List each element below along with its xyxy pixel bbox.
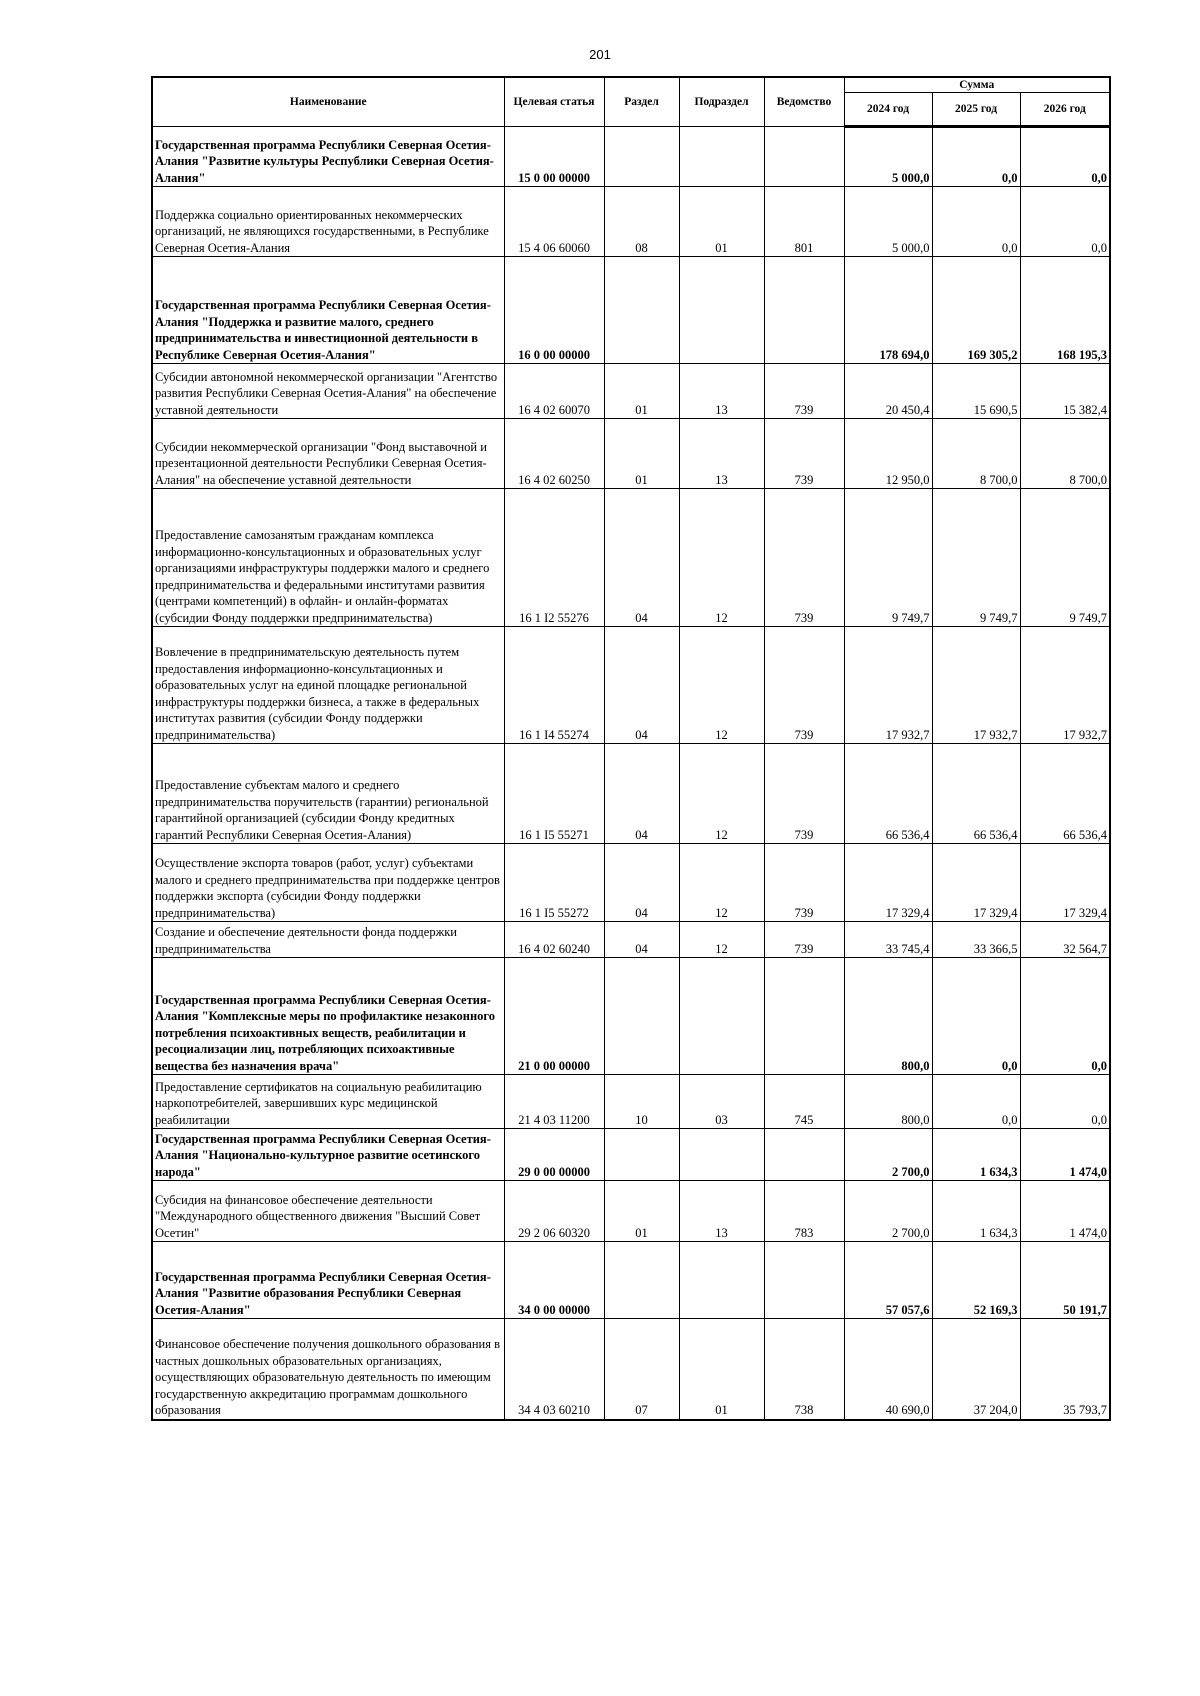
cell-target: 16 1 I5 55272 — [504, 844, 604, 922]
cell-name: Государственная программа Республики Северная Осетия-Алания "Развитие образования Республики Северная Осетия-Алания" — [152, 1242, 504, 1319]
cell-2024: 33 745,4 — [844, 922, 932, 958]
cell-2025: 8 700,0 — [932, 419, 1020, 489]
cell-department: 739 — [764, 364, 844, 419]
cell-target: 16 1 I2 55276 — [504, 489, 604, 627]
cell-department: 739 — [764, 844, 844, 922]
cell-2024: 800,0 — [844, 1075, 932, 1129]
cell-2026: 32 564,7 — [1020, 922, 1110, 958]
cell-section: 04 — [604, 922, 679, 958]
table-row — [152, 627, 1110, 744]
cell-2026: 15 382,4 — [1020, 364, 1110, 419]
header-target: Целевая статья — [504, 77, 604, 127]
cell-name: Государственная программа Республики Северная Осетия-Алания "Развитие культуры Республики Северная Осетия-Алания" — [152, 127, 504, 187]
cell-2024: 20 450,4 — [844, 364, 932, 419]
cell-name: Создание и обеспечение деятельности фонда поддержки предпринимательства — [152, 922, 504, 958]
cell-subsection: 03 — [679, 1075, 764, 1129]
cell-2025: 17 932,7 — [932, 627, 1020, 744]
cell-2026: 8 700,0 — [1020, 419, 1110, 489]
cell-department: 739 — [764, 419, 844, 489]
cell-2025: 66 536,4 — [932, 744, 1020, 844]
cell-name: Финансовое обеспечение получения дошкольного образования в частных дошкольных образовательных организациях, осуществляющих образовательную деятельность по имеющим государственную аккредитацию программам дошкольного образования — [152, 1319, 504, 1420]
cell-2026: 0,0 — [1020, 1075, 1110, 1129]
cell-section: 10 — [604, 1075, 679, 1129]
header-sum: Сумма — [844, 77, 1110, 93]
cell-2026: 35 793,7 — [1020, 1319, 1110, 1420]
cell-2026: 17 329,4 — [1020, 844, 1110, 922]
cell-2026: 0,0 — [1020, 187, 1110, 257]
cell-2025: 15 690,5 — [932, 364, 1020, 419]
table-row — [152, 1075, 1110, 1129]
cell-department: 783 — [764, 1181, 844, 1242]
cell-name: Поддержка социально ориентированных некоммерческих организаций, не являющихся государственными, в Республике Северная Осетия-Алания — [152, 187, 504, 257]
header-year-2024: 2024 год — [844, 93, 932, 127]
cell-name: Вовлечение в предпринимательскую деятельность путем предоставления информационно-консультационных и образовательных услуг на единой площадке региональной инфраструктуры поддержки бизнеса, а также в федеральных институтах развития (субсидии Фонду поддержки предпринимательства) — [152, 627, 504, 744]
cell-subsection: 12 — [679, 627, 764, 744]
table-row — [152, 364, 1110, 419]
cell-name: Субсидия на финансовое обеспечение деятельности "Международного общественного движения "Высший Совет Осетин" — [152, 1181, 504, 1242]
cell-name: Государственная программа Республики Северная Осетия-Алания "Комплексные меры по профилактике незаконного потребления психоактивных веществ, реабилитации и ресоциализации лиц, потребляющих психоактивные вещества без назначения врача" — [152, 958, 504, 1075]
cell-department — [764, 1242, 844, 1319]
cell-section: 04 — [604, 844, 679, 922]
cell-subsection — [679, 1242, 764, 1319]
cell-target: 21 4 03 11200 — [504, 1075, 604, 1129]
cell-target: 29 2 06 60320 — [504, 1181, 604, 1242]
cell-name: Предоставление субъектам малого и среднего предпринимательства поручительств (гарантии) региональной гарантийной организацией (субсидии Фонду кредитных гарантий Республики Северная Осетия-Алания) — [152, 744, 504, 844]
cell-2026: 0,0 — [1020, 958, 1110, 1075]
cell-subsection: 12 — [679, 922, 764, 958]
program-row — [152, 127, 1110, 187]
cell-2026: 66 536,4 — [1020, 744, 1110, 844]
cell-2024: 5 000,0 — [844, 187, 932, 257]
cell-2024: 2 700,0 — [844, 1129, 932, 1181]
cell-subsection: 12 — [679, 744, 764, 844]
cell-2025: 0,0 — [932, 187, 1020, 257]
cell-section: 08 — [604, 187, 679, 257]
cell-name: Предоставление сертификатов на социальную реабилитацию наркопотребителей, завершивших курс медицинской реабилитации — [152, 1075, 504, 1129]
cell-2025: 1 634,3 — [932, 1129, 1020, 1181]
cell-target: 16 0 00 00000 — [504, 257, 604, 364]
cell-section: 07 — [604, 1319, 679, 1420]
cell-department: 738 — [764, 1319, 844, 1420]
cell-2024: 57 057,6 — [844, 1242, 932, 1319]
cell-subsection: 13 — [679, 419, 764, 489]
cell-target: 29 0 00 00000 — [504, 1129, 604, 1181]
cell-2024: 178 694,0 — [844, 257, 932, 364]
header-section: Раздел — [604, 77, 679, 127]
cell-target: 34 0 00 00000 — [504, 1242, 604, 1319]
cell-department: 739 — [764, 627, 844, 744]
cell-name: Субсидии некоммерческой организации "Фонд выставочной и презентационной деятельности Республики Северная Осетия-Алания" на обеспечение уставной деятельности — [152, 419, 504, 489]
cell-department: 739 — [764, 489, 844, 627]
table-row — [152, 744, 1110, 844]
table-row — [152, 419, 1110, 489]
cell-name: Государственная программа Республики Северная Осетия-Алания "Поддержка и развитие малого, среднего предпринимательства и инвестиционной деятельности в Республике Северная Осетия-Алания" — [152, 257, 504, 364]
cell-department: 739 — [764, 922, 844, 958]
cell-2025: 33 366,5 — [932, 922, 1020, 958]
cell-2024: 5 000,0 — [844, 127, 932, 187]
cell-2025: 52 169,3 — [932, 1242, 1020, 1319]
header-year-2026: 2026 год — [1020, 93, 1110, 127]
cell-2025: 37 204,0 — [932, 1319, 1020, 1420]
cell-2024: 66 536,4 — [844, 744, 932, 844]
cell-2025: 9 749,7 — [932, 489, 1020, 627]
cell-2024: 12 950,0 — [844, 419, 932, 489]
cell-2026: 50 191,7 — [1020, 1242, 1110, 1319]
cell-target: 21 0 00 00000 — [504, 958, 604, 1075]
cell-2025: 1 634,3 — [932, 1181, 1020, 1242]
cell-section: 01 — [604, 1181, 679, 1242]
cell-2025: 0,0 — [932, 1075, 1020, 1129]
cell-target: 16 1 I4 55274 — [504, 627, 604, 744]
cell-section — [604, 1242, 679, 1319]
header-subsection: Подраздел — [679, 77, 764, 127]
cell-section: 01 — [604, 364, 679, 419]
cell-subsection — [679, 257, 764, 364]
cell-target: 16 4 02 60070 — [504, 364, 604, 419]
cell-subsection: 12 — [679, 489, 764, 627]
cell-subsection — [679, 127, 764, 187]
cell-2024: 800,0 — [844, 958, 932, 1075]
table-row — [152, 187, 1110, 257]
program-row — [152, 257, 1110, 364]
cell-2025: 0,0 — [932, 127, 1020, 187]
cell-department — [764, 127, 844, 187]
cell-2025: 17 329,4 — [932, 844, 1020, 922]
cell-section — [604, 257, 679, 364]
cell-2025: 169 305,2 — [932, 257, 1020, 364]
cell-name: Государственная программа Республики Северная Осетия-Алания "Национально-культурное развитие осетинского народа" — [152, 1129, 504, 1181]
cell-department — [764, 257, 844, 364]
table-row — [152, 1319, 1110, 1420]
cell-subsection — [679, 1129, 764, 1181]
program-row — [152, 958, 1110, 1075]
cell-section: 04 — [604, 627, 679, 744]
cell-target: 16 1 I5 55271 — [504, 744, 604, 844]
cell-department — [764, 958, 844, 1075]
table-row — [152, 844, 1110, 922]
cell-section — [604, 1129, 679, 1181]
cell-subsection: 12 — [679, 844, 764, 922]
cell-target: 16 4 02 60240 — [504, 922, 604, 958]
cell-section: 04 — [604, 744, 679, 844]
cell-2026: 9 749,7 — [1020, 489, 1110, 627]
budget-table — [151, 76, 1111, 1421]
cell-target: 15 0 00 00000 — [504, 127, 604, 187]
program-row — [152, 1242, 1110, 1319]
cell-2024: 2 700,0 — [844, 1181, 932, 1242]
header-year-2025: 2025 год — [932, 93, 1020, 127]
cell-department — [764, 1129, 844, 1181]
cell-section — [604, 958, 679, 1075]
header-name: Наименование — [152, 77, 504, 127]
cell-2024: 17 329,4 — [844, 844, 932, 922]
cell-name: Осуществление экспорта товаров (работ, услуг) субъектами малого и среднего предпринимательства при поддержке центров поддержки экспорта (субсидии Фонду поддержки предпринимательства) — [152, 844, 504, 922]
table-row — [152, 922, 1110, 958]
cell-2026: 17 932,7 — [1020, 627, 1110, 744]
cell-section — [604, 127, 679, 187]
cell-subsection: 13 — [679, 1181, 764, 1242]
table-row — [152, 489, 1110, 627]
cell-subsection: 01 — [679, 1319, 764, 1420]
cell-name: Субсидии автономной некоммерческой организации "Агентство развития Республики Северная Осетия-Алания" на обеспечение уставной деятельности — [152, 364, 504, 419]
cell-2026: 1 474,0 — [1020, 1181, 1110, 1242]
cell-2025: 0,0 — [932, 958, 1020, 1075]
table-body — [152, 127, 1110, 1420]
cell-department: 745 — [764, 1075, 844, 1129]
cell-target: 34 4 03 60210 — [504, 1319, 604, 1420]
cell-section: 01 — [604, 419, 679, 489]
program-row — [152, 1129, 1110, 1181]
cell-department: 801 — [764, 187, 844, 257]
cell-2024: 17 932,7 — [844, 627, 932, 744]
cell-name: Предоставление самозанятым гражданам комплекса информационно-консультационных и образовательных услуг организациями инфраструктуры поддержки малого и среднего предпринимательства и федеральными институтами развития (центрами компетенций) в офлайн- и онлайн-форматах (субсидии Фонду поддержки предпринимательства) — [152, 489, 504, 627]
table-row — [152, 1181, 1110, 1242]
cell-department: 739 — [764, 744, 844, 844]
cell-section: 04 — [604, 489, 679, 627]
cell-2026: 1 474,0 — [1020, 1129, 1110, 1181]
cell-subsection: 13 — [679, 364, 764, 419]
cell-2026: 0,0 — [1020, 127, 1110, 187]
cell-target: 16 4 02 60250 — [504, 419, 604, 489]
cell-2026: 168 195,3 — [1020, 257, 1110, 364]
cell-target: 15 4 06 60060 — [504, 187, 604, 257]
page-number: 201 — [589, 47, 611, 62]
cell-2024: 9 749,7 — [844, 489, 932, 627]
cell-subsection — [679, 958, 764, 1075]
header-department: Ведомство — [764, 77, 844, 127]
cell-2024: 40 690,0 — [844, 1319, 932, 1420]
cell-subsection: 01 — [679, 187, 764, 257]
